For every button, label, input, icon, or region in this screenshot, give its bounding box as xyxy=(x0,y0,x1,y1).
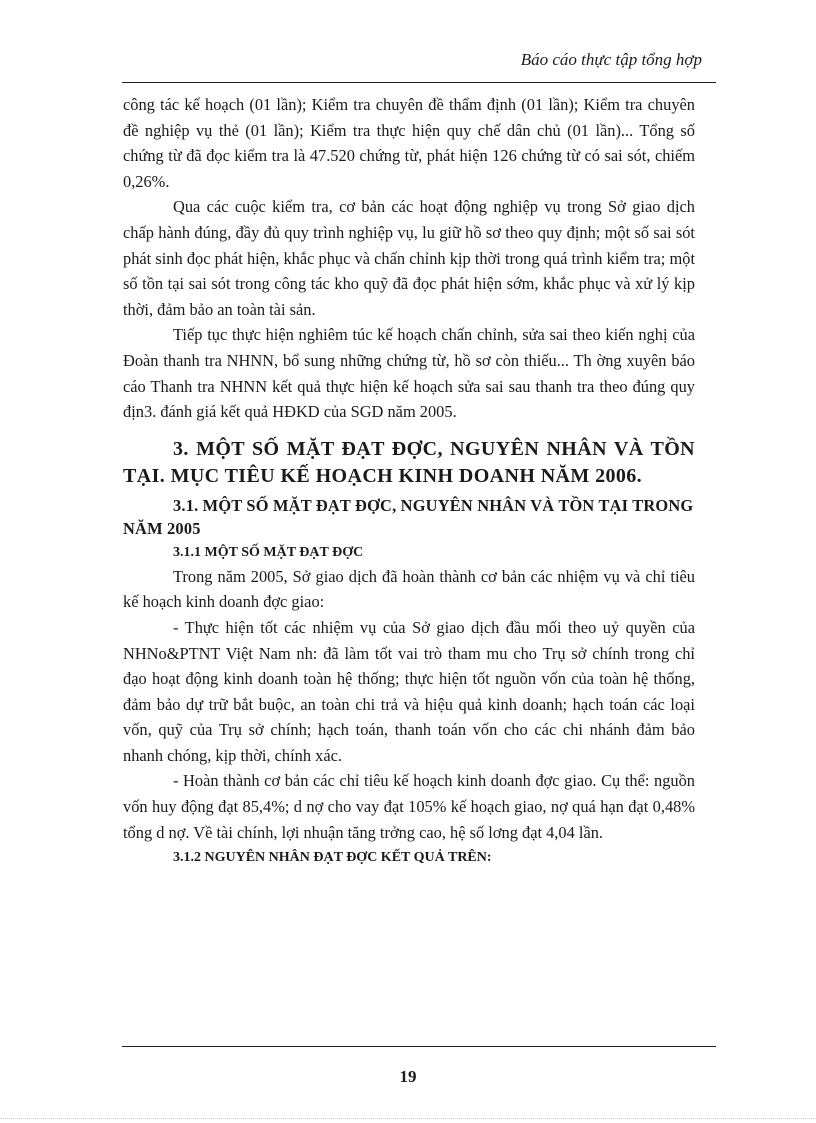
subsubsection-heading-1: 3.1.1 MỘT SỐ MẶT ĐẠT ĐỢC xyxy=(173,544,364,560)
subsection-heading: 3.1. MỘT SỐ MẶT ĐẠT ĐỢC, NGUYÊN NHÂN VÀ TỒN TẠI TRONG NĂM 2005 xyxy=(123,495,694,538)
section-heading: 3. MỘT SỐ MẶT ĐẠT ĐỢC, NGUYÊN NHÂN VÀ TỒN TẠI. MỤC TIÊU KẾ HOẠCH KINH DOANH NĂM 2006. xyxy=(123,437,695,487)
header-title: Báo cáo thực tập tổng hợp xyxy=(520,50,702,69)
paragraph-1: công tác kế hoạch (01 lần); Kiểm tra chuyên đề thẩm định (01 lần); Kiểm tra chuyên đề nghiệp vụ thẻ (01 lần); Kiểm tra thực hiện quy chế dân chủ (01 lần)... Tổng số chứng từ đã đọc kiểm tra là 47.520 chứng từ, phát hiện 126 chứng từ có sai sót, chiếm 0,26%. xyxy=(123,95,695,191)
paragraph-5: - Thực hiện tốt các nhiệm vụ của Sở giao dịch đầu mối theo uỷ quyền của NHNo&PTNT Việt Nam nh: đã làm tốt vai trò tham mu cho Trụ sở chính trong chỉ đạo hoạt động kinh doanh toàn hệ thống; thực hiện tốt nguồn vốn của toàn hệ thống, đảm bảo dự trữ bắt buộc, an toàn chi trả và hiệu quả kinh doanh; hạch toán các loại vốn, quỹ của Trụ sở chính; hạch toán, thanh toán vốn cho các chi nhánh đảm bảo nhanh chóng, kịp thời, chính xác. xyxy=(123,617,695,765)
page-number: 19 xyxy=(399,1067,417,1086)
subsubsection-heading-2: 3.1.2 NGUYÊN NHÂN ĐẠT ĐỢC KẾT QUẢ TRÊN: xyxy=(173,850,492,866)
footer-rule xyxy=(122,1046,716,1047)
paragraph-3: Tiếp tục thực hiện nghiêm túc kế hoạch chấn chỉnh, sửa sai theo kiến nghị của Đoàn thanh tra NHNN, bổ sung những chứng từ, hồ sơ còn thiếu... Th ờng xuyên báo cáo Thanh tra NHNN kết quả thực hiện kế hoạch sửa sai sau thanh tra theo đúng quy địn3. đánh giá kết quả HĐKD của SGD năm 2005. xyxy=(123,325,695,422)
page-bottom-border xyxy=(0,1118,816,1119)
document-body xyxy=(123,92,695,869)
paragraph-2: Qua các cuộc kiểm tra, cơ bản các hoạt động nghiệp vụ trong Sở giao dịch chấp hành đúng, đầy đủ quy trình nghiệp vụ, lu giữ hồ sơ theo quy định; một số sai sót phát sinh đọc phát hiện, khắc phục và chấn chỉnh kịp thời trong quá trình kiểm tra; một số tồn tại sai sót trong công tác kho quỹ đã đọc phát hiện sớm, khắc phục và xử lý kịp thời, đảm bảo an toàn tài sản. xyxy=(123,197,695,319)
paragraph-6: - Hoàn thành cơ bản các chỉ tiêu kế hoạch kinh doanh đợc giao. Cụ thể: nguồn vốn huy động đạt 85,4%; d nợ cho vay đạt 105% kế hoạch giao, nợ quá hạn đạt 0,48% tổng d nợ. Về tài chính, lợi nhuận tăng trởng cao, hệ số lơng đạt 4,04 lần. xyxy=(123,771,695,842)
paragraph-4: Trong năm 2005, Sở giao dịch đã hoàn thành cơ bản các nhiệm vụ và chỉ tiêu kế hoạch kinh doanh đợc giao: xyxy=(123,566,695,612)
page-header xyxy=(122,44,716,83)
